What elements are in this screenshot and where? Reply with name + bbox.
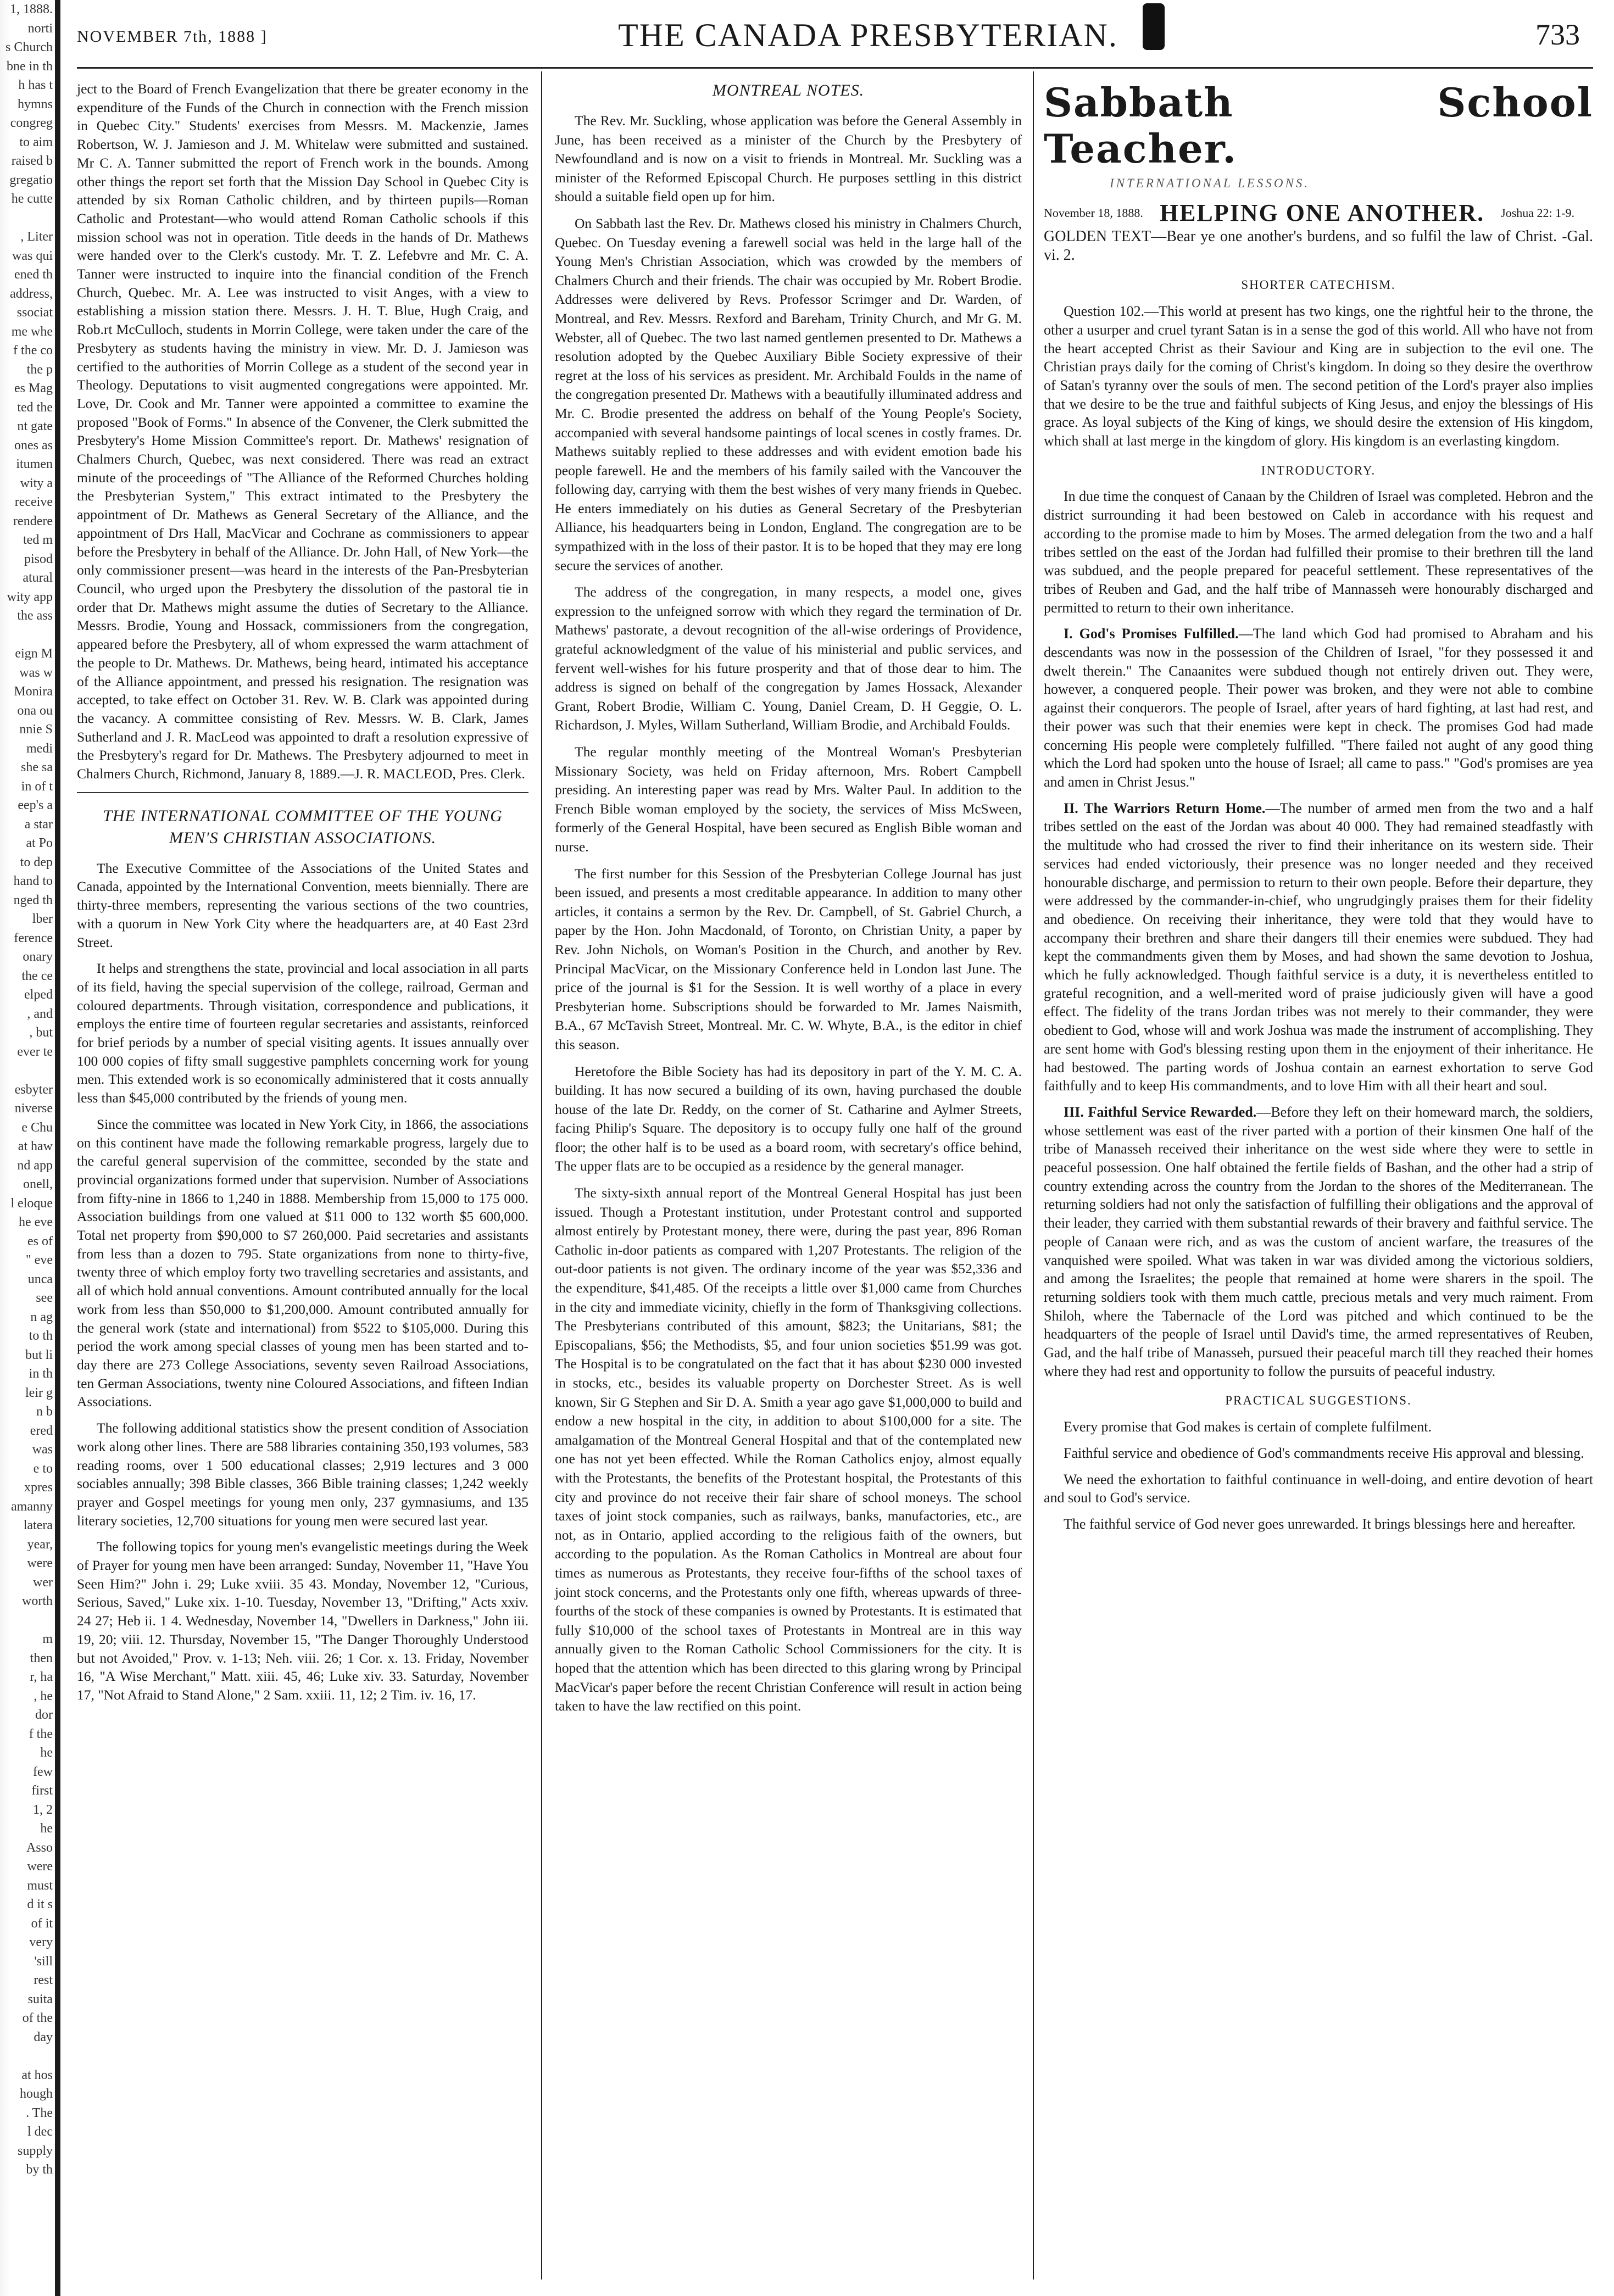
adjacent-page-text: 1, 1888. norti s Church bne in th h has t hymns congreg to aim raised b gregatio he cutte , Liter was qui ened th address, ssociat me whe f the co the p es Mag ted the nt gate ones as itumen wity a receive rendere ted m pisod atural wity app the ass eign M was w Monira ona ou nnie S medi she sa in of t eep's a a star at Po to dep hand to nged th lber ference onary the ce elped , and , but ever te esbyter niverse e Chu at haw nd app onell, l eloque he eve es of " eve unca see n ag to th but li in th leir g n b ered was e to xpres amanny latera year, were wer worth m then r, ha , he dor f the he few first 1, 2 he Asso were must d it s of it very 'sill rest suita of the day at hos hough . The l dec supply by th	[5, 2, 53, 2177]
sabbath-school-heading: Sabbath School Teacher.	[1044, 79, 1593, 172]
montreal-note-paragraph: The regular monthly meeting of the Montreal Woman's Presbyterian Missionary Society, was held on Friday afternoon, Mrs. Robert Campbell presiding. An interesting paper was read by Mrs. Walter Paul. In addition to the French Bible woman employed by the society, the services of Miss McSween, formerly of the General Hospital, have been secured as English Bible woman and nurse.	[555, 744, 1022, 855]
lesson-point	[1044, 1103, 1593, 1381]
adjacent-page-bleed	[0, 0, 60, 2296]
ymca-paragraph: Since the committee was located in New York City, in 1866, the associations on this continent have made the following remarkable progress, largely due to the careful general supervision of the committee, seconded by the state and provincial organizations formed under that supervision. Number of Associations from fifty-nine in 1866 to 1,240 in 1888. Membership from 15,000 to 175 000. Association buildings from one valued at $11 000 to 132 worth $5 600,000. Total net property from $90,000 to $7 260,000. Paid secretaries and assistants from less than a dozen to 795. State organizations from none to thirty-five, twenty three of which employ forty two travelling secretaries and assistants, and all of which hold annual conventions. Amount contributed annually for the local work from less than $50,000 to $1,200,000. Amount contributed annually for the general work (state and international) from $522 to $105,000. During this period the work among special classes of young men has been started and to-day there are 273 College Associations, seventy seven Railroad Associations, ten German Associations, twenty nine Coloured Associations, and fifteen Indian Associations.	[77, 1116, 528, 1410]
ymca-paragraph: The Executive Committee of the Associations of the United States and Canada, appointed by the International Convention, meets biennially. There are thirty-three members, representing the various sections of the two countries, with a quorum in New York City where the headquarters are, at 40 East 23rd Street.	[77, 860, 528, 950]
page-number: 733	[1535, 18, 1580, 51]
column-divider-2	[1033, 71, 1034, 2280]
golden-text-body: —Bear ye one another's burdens, and so fulfil the law of Christ. -Gal. vi. 2.	[1044, 228, 1593, 264]
introductory-text: In due time the conquest of Canaan by the Children of Israel was completed. Hebron and the district surrounding it had been bestowed on Caleb in accordance with his request and according to the promise made to him by Moses. The armed delegation from the two and a half tribes settled on the east of the Jordan had fulfilled their promise to their brethren till the land was subdued, and the people prepared for peaceful settlement. These representatives of the tribes of Reuben and Gad, and the half tribe of Mannasseh were honourably discharged and permitted to return to their own inheritance.	[1044, 488, 1593, 616]
ink-blot-mark	[1143, 3, 1165, 50]
lesson-point-text: —The land which God had promised to Abraham and his descendants was now in the possession of the Children of Israel, "for they possessed it and dwelt therein." The Canaanites were subdued though not entirely driven out. They were, however, a conquered people. Their power was broken, and they were not able to combine against their conquerors. The people of Israel, after years of hard fighting, at last had rest, and their power was such that their enemies were kept in check. The promises God had made concerning His people were completely fulfilled. "There failed not aught of any good thing which the Lord had spoken unto the house of Israel; all came to pass." "God's promises are yea and amen in Christ Jesus."	[1044, 626, 1593, 790]
montreal-note-paragraph: Heretofore the Bible Society has had its depository in part of the Y. M. C. A. building. It has now secured a building of its own, having purchased the double house of the late Dr. Reddy, on the corner of St. Catharine and Aylmer Streets, facing Philip's Square. The depository is to occupy fully one half of the ground floor; the other half is to be used as a board room, with secretary's office behind, The upper flats are to be occupied as a residence by the general manager.	[555, 1063, 1022, 1174]
practical-suggestion: The faithful service of God never goes unrewarded. It brings blessings here and hereafter.	[1064, 1516, 1576, 1532]
lesson-point-title: II. The Warriors Return Home.	[1064, 800, 1266, 816]
practical-suggestion: We need the exhortation to faithful continuance in well-doing, and entire devotion of heart and soul to God's service.	[1044, 1471, 1593, 1506]
golden-text	[1044, 227, 1593, 265]
issue-date: NOVEMBER 7th, 1888 ]	[77, 27, 268, 46]
lesson-title: HELPING ONE ANOTHER.	[1159, 199, 1485, 226]
lesson-point	[1044, 799, 1593, 1095]
montreal-note-paragraph: On Sabbath last the Rev. Dr. Mathews closed his ministry in Chalmers Church, Quebec. On Tuesday evening a farewell social was held in the large hall of the Young Men's Christian Association, which was crowded by the members of Chalmers Church and their friends. The chair was occupied by Mr. Robert Brodie. Addresses were delivered by Revs. Professor Scrimger and Dr. Warden, of Montreal, and Rev. Messrs. Rexford and Bareham, Trinity Church, and Mr G. M. Webster, all of Quebec. The two last named gentlemen presented to Dr. Mathews a resolution adopted by the Quebec Auxiliary Bible Society expressive of their regret at the loss of his services as president. Mr. Archibald Foulds in the name of the congregation presented Dr. Mathews with a beautifully illuminated address and Mr. C. Brodie presented the address on behalf of the Young People's Society, accompanied with several handsome paintings of local scenes in costly frames. Dr. Mathews suitably replied to these addresses and with evident emotion bade his people farewell. He and the members of his family sailed with the Vancouver the following day, carrying with them the best wishes of very many friends in Quebec. He enters immediately on his duties as General Secretary of the Presbyterian Alliance, his headquarters being in London, England. The congregation are to be sympathized with in the loss of their pastor. It is to be hoped that they may ere long secure the services of another.	[555, 215, 1022, 573]
newspaper-title: THE CANADA PRESBYTERIAN.	[618, 17, 1118, 53]
golden-text-label: GOLDEN TEXT	[1044, 228, 1151, 246]
column-two	[555, 80, 1022, 1724]
ymca-paragraph: The following additional statistics show the present condition of Association work along other lines. There are 588 libraries containing 350,193 volumes, 583 reading rooms, over 1 500 educational classes; 2,919 lectures and 3 000 sociables annually; 398 Bible classes, 366 Bible training classes; 1,242 weekly prayer and Gospel meetings for young men only, 237 gymnasiums, and 135 literary societies, 12,700 situations for young men were secured last year.	[77, 1420, 528, 1529]
montreal-note-paragraph: The sixty-sixth annual report of the Montreal General Hospital has just been issued. Though a Protestant institution, under Protestant control and supported almost entirely by Protestant money, there were, during the past year, 896 Roman Catholic in-door patients as compared with 1,207 Protestants. The religion of the out-door patients is not given. The ordinary income of the year was $52,336 and the expenditure, $41,485. Of the receipts a little over $1,000 came from Churches in the city and immediate vicinity, chiefly in the form of Thanksgiving collections. The Presbyterians contributed of this amount, $823; the Unitarians, $81; the Episcopalians, $56; the Methodists, $5, and four union societies $51.99 was got. The Hospital is to be congratulated on the fact that it has about $230 000 invested in stocks, etc., besides its valuable property on Dorchester Street. As is well known, Sir G Stephen and Sir D. A. Smith a year ago gave $1,000,000 to build and endow a new hospital in the city, in addition to about $100,000 for a site. The amalgamation of the Montreal General Hospital and that of the contemplated new one has not yet been effected. While the Roman Catholics enjoy, almost equally with the Protestants, the benefits of the Protestant hospital, the Protestants of this city and province do not receive their fair share of school moneys. The school taxes of joint stock companies, such as railways, banks, manufactories, etc., are not, as in Ontario, applied according to the religious faith of the owners, but according to the population. As the Roman Catholics in Montreal are about four times as numerous as Protestants, they receive four-fifths of the school taxes of joint stock concerns, and the Protestants only one fifth, whereas upwards of three-fourths of the stock of these companies is owned by Protestants. It is estimated that fully $10,000 of the school taxes of Protestants in Montreal are in this way annually given to the Roman Catholic School Commissioners for the city. It is hoped that the attention which has been directed to this glaring wrong by Principal MacVicar's paper before the recent Christian Conference will result in action being taken to have the law rectified on this point.	[555, 1185, 1022, 1714]
practical-suggestion: Faithful service and obedience of God's commandments receive His approval and blessing.	[1064, 1445, 1584, 1461]
lesson-point-title: III. Faithful Service Rewarded.	[1064, 1104, 1257, 1120]
montreal-note-paragraph: The first number for this Session of the Presbyterian College Journal has just been issued, and presents a most creditable appearance. In addition to many other articles, it contains a sermon by the Rev. Dr. Campbell, of St. Gabriel Church, a paper by the Hon. John Macdonald, of Toronto, on Christian Unity, a paper by Rev. John Nichols, on Woman's Position in the Church, and another by Rev. Principal MacVicar, on the Missionary Conference held in London last June. The price of the journal is $1 for the Session. It is well worthy of a place in every Presbyterian home. Subscriptions should be forwarded to Mr. James Naismith, B.A., 67 McTavish Street, Montreal. Mr. C. W. Whyte, B.A., is the editor in chief this season.	[555, 865, 1022, 1052]
practical-suggestions-title: PRACTICAL SUGGESTIONS.	[1225, 1394, 1412, 1408]
international-lessons-subheading: INTERNATIONAL LESSONS.	[1110, 176, 1310, 190]
montreal-note-paragraph: The Rev. Mr. Suckling, whose application was before the General Assembly in June, has been received as a minister of the Church by the Presbytery of Newfoundland and is now on a visit to friends in Montreal. Mr. Suckling was a minister of the Reformed Episcopal Church. He purposes settling in this district should a suitable field open up for him.	[555, 113, 1022, 205]
lesson-point-text: —The number of armed men from the two and a half tribes settled on the east of the Jordan was about 40 000. They had remained steadfastly with the multitude who had crossed the river to find their inheritance on its western side. Their services had ended victoriously, their presence was no longer needed and they received honourable discharge, and permission to return to their own people. Before their departure, they were addressed by the commander-in-chief, who ungrudgingly praises them for their fidelity and obedience. On receiving their inheritance, they were told that they would have to accompany their brethren and share their dangers till their enemies were subdued. They had kept the commandments given them by Moses, and had shown the same devotion to Joshua, which he fully acknowledged. Though faithful service is a duty, it is nevertheless entitled to grateful recognition, and a well-merited word of praise judiciously given will have a good effect. The fidelity of the trans Jordan tribes was not merely to their commander, they were obedient to God, whose will and work Joshua was made the instrument of accomplishing. They are sent home with God's blessing resting upon them in the enjoyment of their inheritance. He had bestowed. The parting words of Joshua contain an earnest exhortation to serve God faithfully and to keep His commandments, and to love Him with all their heart and soul.	[1044, 800, 1593, 1094]
section-separator	[77, 792, 528, 793]
ymca-paragraph: It helps and strengthens the state, provincial and local association in all parts of its field, having the special supervision of the college, railroad, German and coloured departments. Through visitation, correspondence and publications, it employs the entire time of fourteen regular secretaries and assistants, reinforced for brief periods by a number of special visiting agents. It issues annually over 100 000 copies of fifty small suggestive pamphlets concerning work for young men. This extended work is so economically administered that it costs annually less than $45,000 contributed by the friends of young men.	[77, 960, 528, 1106]
header-rule	[77, 67, 1593, 69]
column-one	[77, 80, 528, 1712]
introductory-title: INTRODUCTORY.	[1261, 463, 1376, 477]
column-divider-1	[541, 71, 542, 2280]
montreal-note-paragraph: The address of the congregation, in many respects, a model one, gives expression to the unfeigned sorrow with which they regard the termination of Dr. Mathews' pastorate, a devout recognition of the all-wise orderings of Providence, grateful acknowledgment of the value of his ministerial and public services, and fervent well-wishes for his future prosperity and that of those dear to him. The address is signed on behalf of the congregation by James Hossack, Alexander Grant, Robert Brodie, William C. Young, Daniel Cream, D. H Geggie, O. L. Richardson, J. Myles, Willam Sutherland, William Brodie, and Archibald Foulds.	[555, 584, 1022, 733]
catechism-title: SHORTER CATECHISM.	[1241, 278, 1396, 292]
lesson-point	[1044, 625, 1593, 791]
montreal-notes-title: MONTREAL NOTES.	[712, 81, 865, 99]
column-three	[1044, 80, 1593, 1541]
lesson-point-title: I. God's Promises Fulfilled.	[1064, 626, 1239, 642]
ymca-paragraph: The following topics for young men's evangelistic meetings during the Week of Prayer for young men have been arranged: Sunday, November 11, "Have You Seen Him?" John i. 29; Luke xviii. 35 43. Monday, November 12, "Curious, Serious, Saved," Luke xix. 1-10. Tuesday, November 13, "Drifting," Acts xxiv. 24 27; Heb ii. 1 4. Wednesday, November 14, "Dwellers in Darkness," John iii. 19, 20; viii. 12. Thursday, November 15, "The Danger Thoroughly Understood but not Avoided," Prov. v. 1-13; Neh. viii. 26; 1 Cor. x. 13. Friday, November 16, "A Wise Merchant," Matt. xiii. 45, 46; Luke xiv. 33. Saturday, November 17, "Not Afraid to Stand Alone," 2 Sam. xxiii. 11, 12; 2 Tim. iv. 16, 17.	[77, 1539, 528, 1703]
lesson-header	[1044, 199, 1593, 226]
ymca-section-title: THE INTERNATIONAL COMMITTEE OF THE YOUNG MEN'S CHRISTIAN ASSOCIATIONS.	[103, 806, 503, 847]
catechism-text: Question 102.—This world at present has two kings, one the rightful heir to the throne, the other a usurper and cruel tyrant Satan is in a sense the god of this world. All who have not from the heart accepted Christ as their Saviour and King are in subjection to the evil one. The Christian prays daily for the coming of Christ's kingdom. In doing so they desire the overthrow of Satan's tyranny over the souls of men. The second petition of the Lord's prayer also implies that we desire to be the true and faithful subjects of King Jesus, and enjoy the blessings of His grace. As loyal subjects of the King of kings, we should desire the extension of His kingdom, which shall at last merge in the kingdom of glory. His kingdom is an everlasting kingdom.	[1044, 303, 1593, 449]
practical-suggestion: Every promise that God makes is certain of complete fulfilment.	[1064, 1419, 1432, 1435]
lesson-reference: Joshua 22: 1-9.	[1501, 205, 1574, 220]
lesson-point-text: —Before they left on their homeward march, the soldiers, whose settlement was east of the river parted with a portion of their kinsmen One half of the tribe of Manasseh received their inheritance on the west side where they were to settle in peaceful possession. One half obtained the fertile fields of Bashan, and the other had a strip of country extending across the country from the Jordan to the shores of the Mediterranean. The returning soldiers had not only the satisfaction of fulfilling their obligations and the approval of their leader, they carried with them substantial rewards of their bravery and faithful service. The people of Canaan were rich, and as was the custom of ancient warfare, the treasures of the vanquished were spoiled. What was taken in war was divided among the victorious soldiers, and among the Israelites; the people that remained at home were sharers in the spoil. The returning soldiers took with them much cattle, precious metals and very much raiment. From Shiloh, where the Tabernacle of the Lord was pitched and which continued to be the headquarters of the people of Israel until David's time, the armed representatives of Reuben, Gad, and the half tribe of Manasseh, pursued their peaceful march till they reached their homes where they had rest and opportunity to follow the pursuits of peaceful industry.	[1044, 1104, 1593, 1379]
presbytery-minutes-paragraph: ject to the Board of French Evangelization that there be greater economy in the expenditure of the Funds of the Church in connection with the French mission in Quebec City." Students' exercises from Messrs. M. Mackenzie, James Robertson, W. J. Jamieson and J. M. Whitelaw were submitted and sustained. Mr C. A. Tanner submitted the report of French work in the bounds. Among other things the report set forth that the Mission Day School in Quebec City is attended by six Roman Catholic children, and by thirteen pupils—Roman Catholic and Protestant—who would attend Roman Catholic schools if this mission school was not in operation. Title deeds in the hands of Dr. Mathews were handed over to the Clerk's custody. Mr. T. Z. Lefebvre and Mr. C. A. Tanner were instructed to inquire into the financial condition of the French Church, Quebec. Mr. A. Lee was instructed to visit Anges, with a view to establishing a mission station there. Messrs. J. H. T. Blue, Hugh Craig, and Rob.rt McCulloch, students in Morrin College, were taken under the care of the Presbytery as students having the ministry in view. Mr. D. J. Jamieson was certified to the authorities of Morrin College as a student of the second year in Theology. Deputations to visit augmented congregations were appointed. Mr. Love, Dr. Cook and Mr. Tanner were appointed a committee to examine the proposed "Book of Forms." In absence of the Convener, the Clerk submitted the Presbytery's Home Mission Committee's report. Dr. Mathews' resignation of Chalmers Church, Quebec, was next considered. There was read an extract minute of the proceedings of "The Alliance of the Reformed Churches holding the Presbyterian System," This extract intimated to the Presbytery the appointment of Dr. Mathews as General Secretary of the Alliance, and the appointment of Drs Hall, MacVicar and Cochrane as commissioners to appear before the Presbytery in behalf of the Alliance. Dr. John Hall, of New York—the only commissioner present—was heard in the interests of the Pan-Presbyterian Council, who urged upon the Presbytery the dissolution of the pastoral tie in order that Dr. Mathews might assume the duties of Secretary to the Alliance. Messrs. Brodie, Young and Hossack, commissioners from the congregation, appeared before the Presbytery, all of whom expressed the warm attachment of the people to Dr. Mathews. Dr. Mathews, being heard, intimated his acceptance of the Alliance appointment, and pressed his resignation. The resignation was accepted, to take effect on October 31. Rev. W. B. Clark was appointed during the vacancy. A committee consisting of Rev. Messrs. W. B. Clark, James Sutherland and J. R. MacLeod was appointed to draft a resolution expressive of the Presbytery's regard for Dr. Mathews. The Presbytery adjourned to meet in Chalmers Church, Richmond, January 8, 1889.—J. R. MACLEOD, Pres. Clerk.	[77, 81, 528, 782]
lesson-date: November 18, 1888.	[1044, 205, 1143, 220]
